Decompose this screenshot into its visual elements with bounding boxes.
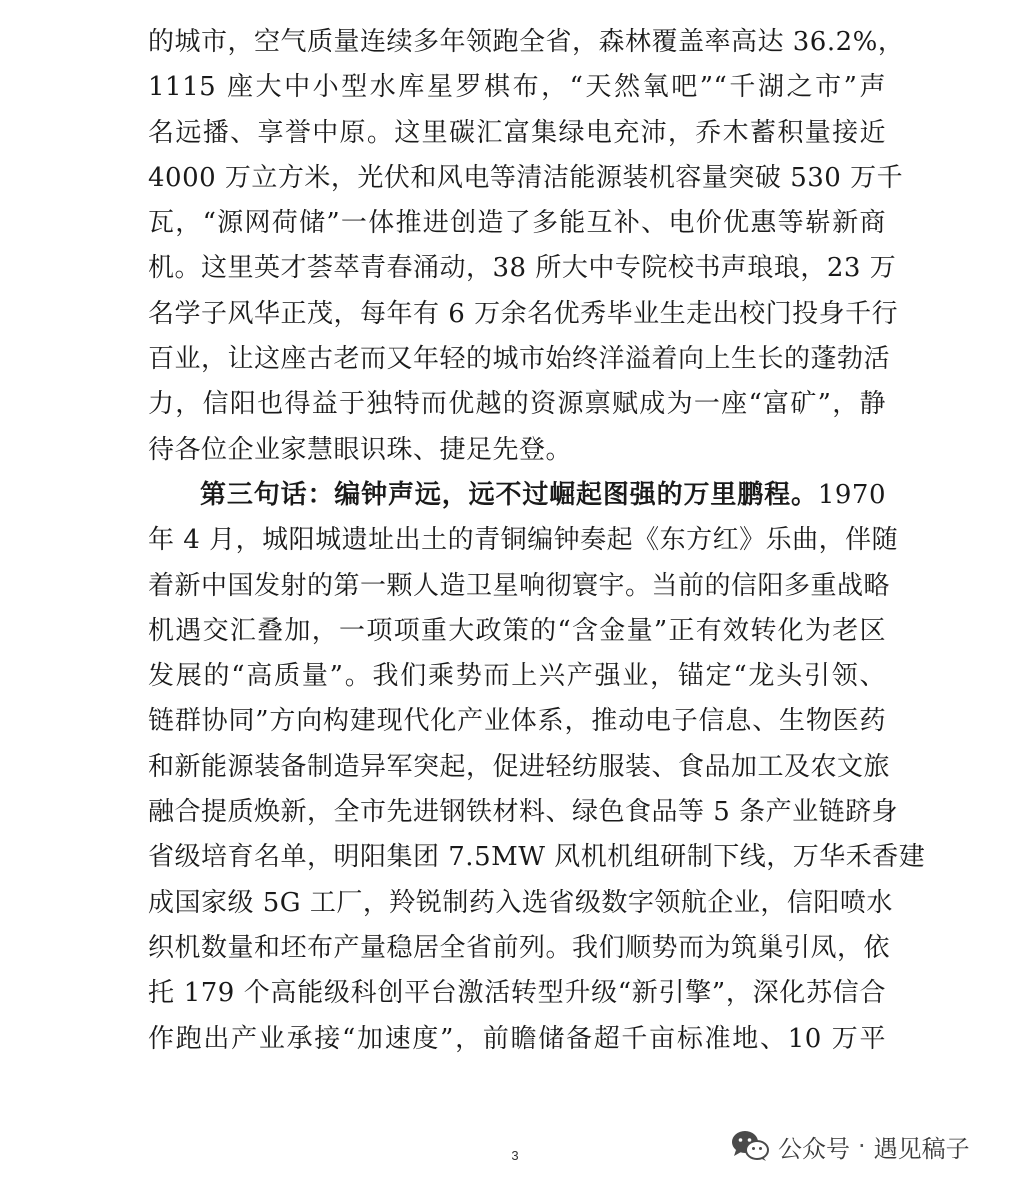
text-line: 着新中国发射的第一颗人造卫星响彻寰宇。当前的信阳多重战略 xyxy=(148,570,891,601)
text-line: 名远播、享誉中原。这里碳汇富集绿电充沛，乔木蓄积量接近 xyxy=(148,117,886,148)
text-line: 百业，让这座古老而又年轻的城市始终洋溢着向上生长的蓬勃活 xyxy=(148,344,891,375)
wechat-icon xyxy=(730,1129,770,1163)
text-line: 机遇交汇叠加，一项项重大政策的“含金量”正有效转化为老区 xyxy=(148,615,886,646)
text-line: 作跑出产业承接“加速度”，前瞻储备超千亩标准地、10 万平 xyxy=(148,1023,886,1054)
page-number: 3 xyxy=(511,1148,519,1163)
body-text xyxy=(148,20,926,1062)
text-line: 4000 万立方米，光伏和风电等清洁能源装机容量突破 530 万千 xyxy=(148,162,904,193)
text-line: 的城市，空气质量连续多年领跑全省，森林覆盖率高达 36.2%， xyxy=(148,27,905,57)
watermark-label: 公众号 xyxy=(778,1134,850,1163)
text-line: 和新能源装备制造异军突起，促进轻纺服装、食品加工及农文旅 xyxy=(148,751,891,782)
heading-tail: 1970 xyxy=(817,479,886,510)
heading-line xyxy=(148,473,886,518)
text-line: 织机数量和坯布产量稳居全省前列。我们顺势而为筑巢引凤，依 xyxy=(148,932,891,963)
wechat-watermark xyxy=(730,1124,970,1168)
text-line: 机。这里英才荟萃青春涌动，38 所大中专院校书声琅琅，23 万 xyxy=(148,253,897,284)
watermark-account: 遇见稿子 xyxy=(873,1134,970,1163)
text-line: 1115 座大中小型水库星罗棋布，“天然氧吧”“千湖之市”声 xyxy=(148,72,886,103)
text-line: 力，信阳也得益于独特而优越的资源禀赋成为一座“富矿”，静 xyxy=(148,389,886,420)
text-line: 融合提质焕新，全市先进钢铁材料、绿色食品等 5 条产业链跻身 xyxy=(148,797,899,828)
text-line: 成国家级 5G 工厂，羚锐制药入选省级数字领航企业，信阳喷水 xyxy=(148,887,893,918)
section-heading: 第三句话：编钟声远，远不过崛起图强的万里鹏程。 xyxy=(200,479,818,510)
text-line: 省级培育名单，明阳集团 7.5MW 风机机组研制下线，万华禾香建 xyxy=(148,842,926,873)
text-line: 链群协同”方向构建现代化产业体系，推动电子信息、生物医药 xyxy=(148,706,886,737)
text-line: 托 179 个高能级科创平台激活转型升级“新引擎”，深化苏信合 xyxy=(148,978,886,1009)
text-line: 发展的“高质量”。我们乘势而上兴产强业，锚定“龙头引领、 xyxy=(148,661,886,692)
watermark-separator: · xyxy=(858,1132,866,1160)
text-line: 瓦，“源网荷储”一体推进创造了多能互补、电价优惠等崭新商 xyxy=(148,208,886,239)
text-line: 名学子风华正茂，每年有 6 万余名优秀毕业生走出校门投身千行 xyxy=(148,298,899,329)
text-line: 年 4 月，城阳城遗址出土的青铜编钟奏起《东方红》乐曲，伴随 xyxy=(148,525,899,556)
text-line: 待各位企业家慧眼识珠、捷足先登。 xyxy=(148,434,573,465)
